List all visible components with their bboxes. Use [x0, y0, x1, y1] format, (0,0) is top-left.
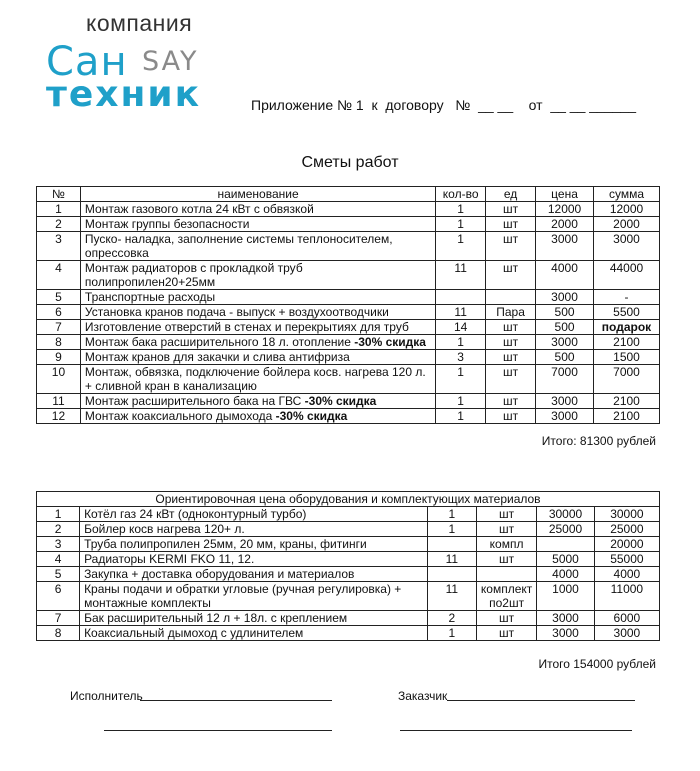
- row-name-text: Изготовление отверстий в стенах и перекрытиях для труб: [84, 320, 409, 334]
- row-name: [80, 335, 435, 350]
- row-qty: 3: [436, 350, 486, 365]
- row-unit: шт: [486, 217, 536, 232]
- row-number: 2: [37, 217, 81, 232]
- row-sum: 1500: [594, 350, 660, 365]
- row-price: 3000: [536, 335, 594, 350]
- row-price: 3000: [536, 232, 594, 261]
- row-name: Радиаторы KERMI FKO 11, 12.: [80, 552, 428, 567]
- table-row: [37, 507, 660, 522]
- row-name: [80, 320, 435, 335]
- row-sum: 55000: [594, 552, 659, 567]
- row-unit: компл: [476, 537, 536, 552]
- appendix-line: Приложение № 1 к договору № __ __ от __ __ ______: [251, 97, 636, 113]
- row-sum: 25000: [594, 522, 659, 537]
- row-price: 5000: [537, 552, 594, 567]
- row-number: 3: [37, 232, 81, 261]
- row-discount: -30% скидка: [354, 335, 426, 349]
- row-sum: 2100: [594, 335, 660, 350]
- table-row: [37, 409, 660, 424]
- row-unit: Пара: [486, 305, 536, 320]
- row-name: [80, 261, 435, 290]
- row-unit: шт: [486, 409, 536, 424]
- row-discount: -30% скидка: [275, 409, 348, 423]
- row-qty: 1: [436, 409, 486, 424]
- col-header-qty: кол-во: [436, 187, 486, 202]
- logo-word-tekhnik: техник: [46, 74, 202, 115]
- row-discount: -30% скидка: [304, 394, 377, 408]
- row-qty: 2: [427, 611, 476, 626]
- row-number: 1: [37, 507, 80, 522]
- row-qty: 1: [436, 232, 486, 261]
- row-number: 10: [37, 365, 81, 394]
- row-qty: 11: [436, 305, 486, 320]
- table-row: [37, 394, 660, 409]
- works-total: Итого: 81300 рублей: [541, 434, 656, 448]
- row-name: [80, 305, 435, 320]
- row-name: Закупка + доставка оборудования и материалов: [80, 567, 428, 582]
- row-name-text: Монтаж, обвязка, подключение бойлера косв. нагрева 120 л. + сливной кран в канализацию: [84, 365, 426, 393]
- row-unit: шт: [476, 552, 536, 567]
- col-header-unit: ед: [486, 187, 536, 202]
- row-price: 30000: [537, 507, 594, 522]
- row-qty: [436, 290, 486, 305]
- row-number: 4: [37, 552, 80, 567]
- row-name: [80, 202, 435, 217]
- row-name: [80, 232, 435, 261]
- row-sum: 2000: [594, 217, 660, 232]
- row-qty: 1: [427, 522, 476, 537]
- row-name-text: Монтаж бака расширительного 18 л. отопление: [84, 335, 355, 349]
- row-sum: 7000: [594, 365, 660, 394]
- row-number: 4: [37, 261, 81, 290]
- row-number: 1: [37, 202, 81, 217]
- row-name: [80, 365, 435, 394]
- table-row: [37, 537, 660, 552]
- row-qty: 1: [436, 217, 486, 232]
- row-qty: 11: [427, 552, 476, 567]
- row-sum: 5500: [594, 305, 660, 320]
- works-table: [36, 186, 660, 424]
- row-name: Бак расширительный 12 л + 18л. с креплением: [80, 611, 428, 626]
- row-qty: 11: [436, 261, 486, 290]
- row-name-text: Установка кранов подача - выпуск + воздухоотводчики: [84, 305, 389, 319]
- row-number: 7: [37, 320, 81, 335]
- row-name: Труба полипропилен 25мм, 20 мм, краны, фитинги: [80, 537, 428, 552]
- row-number: 6: [37, 305, 81, 320]
- row-name: Бойлер косв нагрева 120+ л.: [80, 522, 428, 537]
- row-price: 7000: [536, 365, 594, 394]
- row-qty: 11: [427, 582, 476, 611]
- row-name-text: Монтаж расширительного бака на ГВС: [84, 394, 305, 408]
- row-qty: 1: [436, 365, 486, 394]
- row-name: Коаксиальный дымоход с удлинителем: [80, 626, 428, 641]
- row-name: [80, 217, 435, 232]
- row-sum: 11000: [594, 582, 659, 611]
- table-row: [37, 567, 660, 582]
- col-header-number: №: [37, 187, 81, 202]
- row-unit: шт: [486, 335, 536, 350]
- table-row: [37, 611, 660, 626]
- row-unit: шт: [476, 507, 536, 522]
- table-row: [37, 582, 660, 611]
- row-price: 3000: [536, 394, 594, 409]
- row-price: 3000: [537, 626, 594, 641]
- logo-word-san: Сан: [46, 39, 128, 85]
- row-qty: 1: [427, 626, 476, 641]
- table-row: [37, 552, 660, 567]
- row-number: 3: [37, 537, 80, 552]
- row-sum: -: [594, 290, 660, 305]
- row-unit: шт: [486, 365, 536, 394]
- row-price: 3000: [536, 409, 594, 424]
- row-number: 11: [37, 394, 81, 409]
- row-name-text: Пуско- наладка, заполнение системы теплоносителем, опрессовка: [84, 232, 393, 260]
- row-unit: шт: [476, 522, 536, 537]
- row-number: 6: [37, 582, 80, 611]
- equipment-header-row: [37, 492, 660, 507]
- row-number: 7: [37, 611, 80, 626]
- row-number: 8: [37, 626, 80, 641]
- table-row: [37, 335, 660, 350]
- customer-sign-line: [447, 700, 635, 701]
- row-sum: 2100: [594, 409, 660, 424]
- row-qty: 1: [427, 507, 476, 522]
- row-price: 4000: [536, 261, 594, 290]
- row-name: [80, 290, 435, 305]
- row-name: [80, 409, 435, 424]
- row-price: 4000: [537, 567, 594, 582]
- col-header-name: наименование: [80, 187, 435, 202]
- row-qty: 1: [436, 335, 486, 350]
- company-logo: [46, 10, 221, 115]
- row-sum: подарок: [594, 320, 660, 335]
- col-header-sum: сумма: [594, 187, 660, 202]
- row-unit: шт: [476, 626, 536, 641]
- table-row: [37, 365, 660, 394]
- row-name-text: Монтаж газового котла 24 кВт с обвязкой: [84, 202, 314, 216]
- row-name-text: Монтаж группы безопасности: [84, 217, 250, 231]
- table-row: [37, 305, 660, 320]
- row-price: 500: [536, 350, 594, 365]
- equipment-header: Ориентировочная цена оборудования и комплектующих материалов: [37, 492, 660, 507]
- equipment-table: [36, 491, 660, 641]
- table-row: [37, 232, 660, 261]
- col-header-price: цена: [536, 187, 594, 202]
- table-row: [37, 626, 660, 641]
- works-header-row: [37, 187, 660, 202]
- row-unit: [486, 290, 536, 305]
- row-unit: шт: [486, 202, 536, 217]
- row-qty: 1: [436, 394, 486, 409]
- table-row: [37, 217, 660, 232]
- equipment-total: Итого 154000 рублей: [538, 657, 656, 671]
- row-name-text: Монтаж кранов для закачки и слива антифриза: [84, 350, 350, 364]
- row-number: 8: [37, 335, 81, 350]
- row-unit: шт: [476, 611, 536, 626]
- table-row: [37, 350, 660, 365]
- row-name: [80, 350, 435, 365]
- executor-label: Исполнитель: [70, 689, 143, 703]
- logo-word-kompania: компания: [86, 10, 193, 36]
- row-number: 2: [37, 522, 80, 537]
- table-row: [37, 522, 660, 537]
- table-row: [37, 290, 660, 305]
- row-sum: 3000: [594, 626, 659, 641]
- row-price: 12000: [536, 202, 594, 217]
- row-sum: 6000: [594, 611, 659, 626]
- row-number: 9: [37, 350, 81, 365]
- customer-label: Заказчик: [398, 689, 448, 703]
- row-name-text: Монтаж коаксиального дымохода: [84, 409, 276, 423]
- row-unit: шт: [486, 232, 536, 261]
- row-name-text: Транспортные расходы: [84, 290, 216, 304]
- row-name: Краны подачи и обратки угловые (ручная регулировка) + монтажные комплекты: [80, 582, 428, 611]
- row-price: 25000: [537, 522, 594, 537]
- row-unit: шт: [486, 350, 536, 365]
- row-unit: [476, 567, 536, 582]
- customer-sign-line-2: [400, 730, 632, 731]
- row-sum: 12000: [594, 202, 660, 217]
- table-row: [37, 320, 660, 335]
- row-price: 500: [536, 305, 594, 320]
- row-sum: 44000: [594, 261, 660, 290]
- row-sum: 30000: [594, 507, 659, 522]
- row-price: 500: [536, 320, 594, 335]
- row-sum: 3000: [594, 232, 660, 261]
- row-price: 3000: [537, 611, 594, 626]
- row-price: [537, 537, 594, 552]
- row-unit: шт: [486, 261, 536, 290]
- row-unit: шт: [486, 394, 536, 409]
- row-sum: 4000: [594, 567, 659, 582]
- logo-word-say: SAY: [142, 46, 199, 77]
- row-unit: шт: [486, 320, 536, 335]
- executor-sign-line-2: [104, 730, 332, 731]
- table-row: [37, 261, 660, 290]
- row-number: 5: [37, 290, 81, 305]
- row-qty: 1: [436, 202, 486, 217]
- row-qty: [427, 567, 476, 582]
- row-name: Котёл газ 24 кВт (одноконтурный турбо): [80, 507, 428, 522]
- row-number: 5: [37, 567, 80, 582]
- row-name-text: Монтаж радиаторов с прокладкой труб полипропилен20+25мм: [84, 261, 303, 289]
- row-unit: комплект по2шт: [476, 582, 536, 611]
- row-qty: 14: [436, 320, 486, 335]
- row-number: 12: [37, 409, 81, 424]
- row-sum: 20000: [594, 537, 659, 552]
- table-row: [37, 202, 660, 217]
- row-price: 1000: [537, 582, 594, 611]
- row-qty: [427, 537, 476, 552]
- row-name: [80, 394, 435, 409]
- executor-sign-line: [140, 700, 332, 701]
- row-price: 3000: [536, 290, 594, 305]
- page-title: Сметы работ: [301, 154, 399, 171]
- row-price: 2000: [536, 217, 594, 232]
- row-sum: 2100: [594, 394, 660, 409]
